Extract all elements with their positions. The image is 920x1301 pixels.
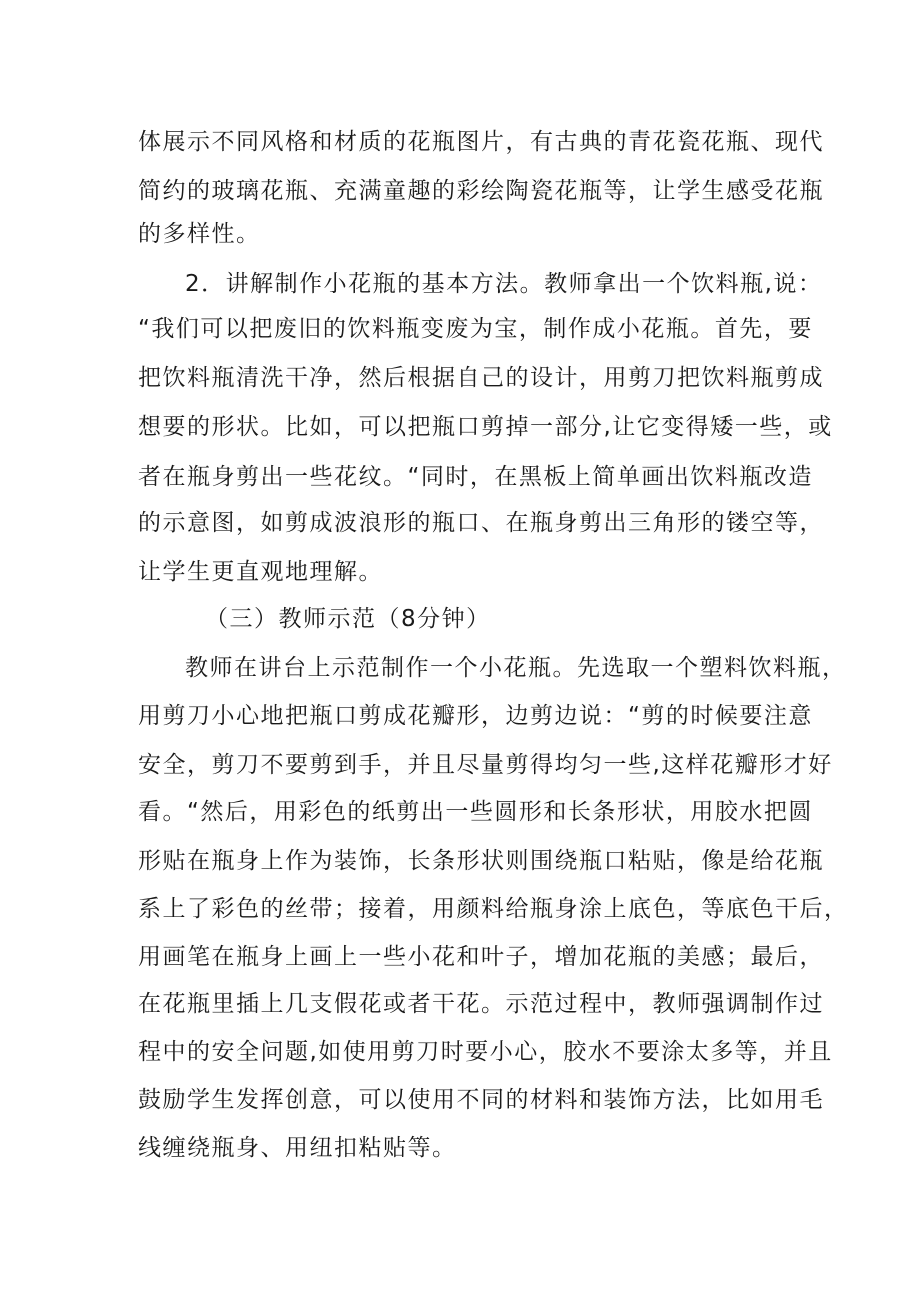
text-line: 鼓励学生发挥创意，可以使用不同的材料和装饰方法，比如用毛 <box>138 1087 824 1113</box>
text-line: 形贴在瓶身上作为装饰，长条形状则围绕瓶口粘贴，像是给花瓶 <box>138 848 824 874</box>
text-line: 系上了彩色的丝带；接着，用颜料给瓶身涂上底色，等底色干后， <box>138 896 849 922</box>
text-line: 程中的安全问题,如使用剪刀时要小心，胶水不要涂太多等，并且 <box>138 1039 833 1065</box>
text-line: 想要的形状。比如，可以把瓶口剪掉一部分,让它变得矮一些，或 <box>138 414 833 440</box>
text-line: 线缠绕瓶身、用纽扣粘贴等。 <box>138 1135 457 1161</box>
text-line: “我们可以把废旧的饮料瓶变废为宝，制作成小花瓶。首先，要 <box>138 316 813 342</box>
numbered-paragraph-start: 2．讲解制作小花瓶的基本方法。教师拿出一个饮料瓶,说： <box>185 271 823 297</box>
text-line: 体展示不同风格和材质的花瓶图片，有古典的青花瓷花瓶、现代 <box>138 129 824 155</box>
text-line: 的多样性。 <box>138 221 261 247</box>
text-line: 用画笔在瓶身上画上一些小花和叶子，增加花瓶的美感；最后， <box>138 944 824 970</box>
section-heading: （三）教师示范（8分钟） <box>205 606 491 632</box>
text-line: 的示意图，如剪成波浪形的瓶口、在瓶身剪出三角形的镂空等， <box>138 510 824 536</box>
text-line: 看。“然后，用彩色的纸剪出一些圆形和长条形状，用胶水把圆 <box>138 799 813 825</box>
text-line: 简约的玻璃花瓶、充满童趣的彩绘陶瓷花瓶等，让学生感受花瓶 <box>138 178 824 204</box>
text-line: 把饮料瓶清洗干净，然后根据自己的设计，用剪刀把饮料瓶剪成 <box>138 365 824 391</box>
text-line: 让学生更直观地理解。 <box>138 559 383 585</box>
text-line: 用剪刀小心地把瓶口剪成花瓣形，边剪边说：“剪的时候要注意 <box>138 703 813 729</box>
text-line: 者在瓶身剪出一些花纹。“同时，在黑板上简单画出饮料瓶改造 <box>138 464 813 490</box>
paragraph-start: 教师在讲台上示范制作一个小花瓶。先选取一个塑料饮料瓶， <box>185 655 847 681</box>
text-line: 安全，剪刀不要剪到手，并且尽量剪得均匀一些,这样花瓣形才好 <box>138 752 833 778</box>
text-line: 在花瓶里插上几支假花或者干花。示范过程中，教师强调制作过 <box>138 991 824 1017</box>
